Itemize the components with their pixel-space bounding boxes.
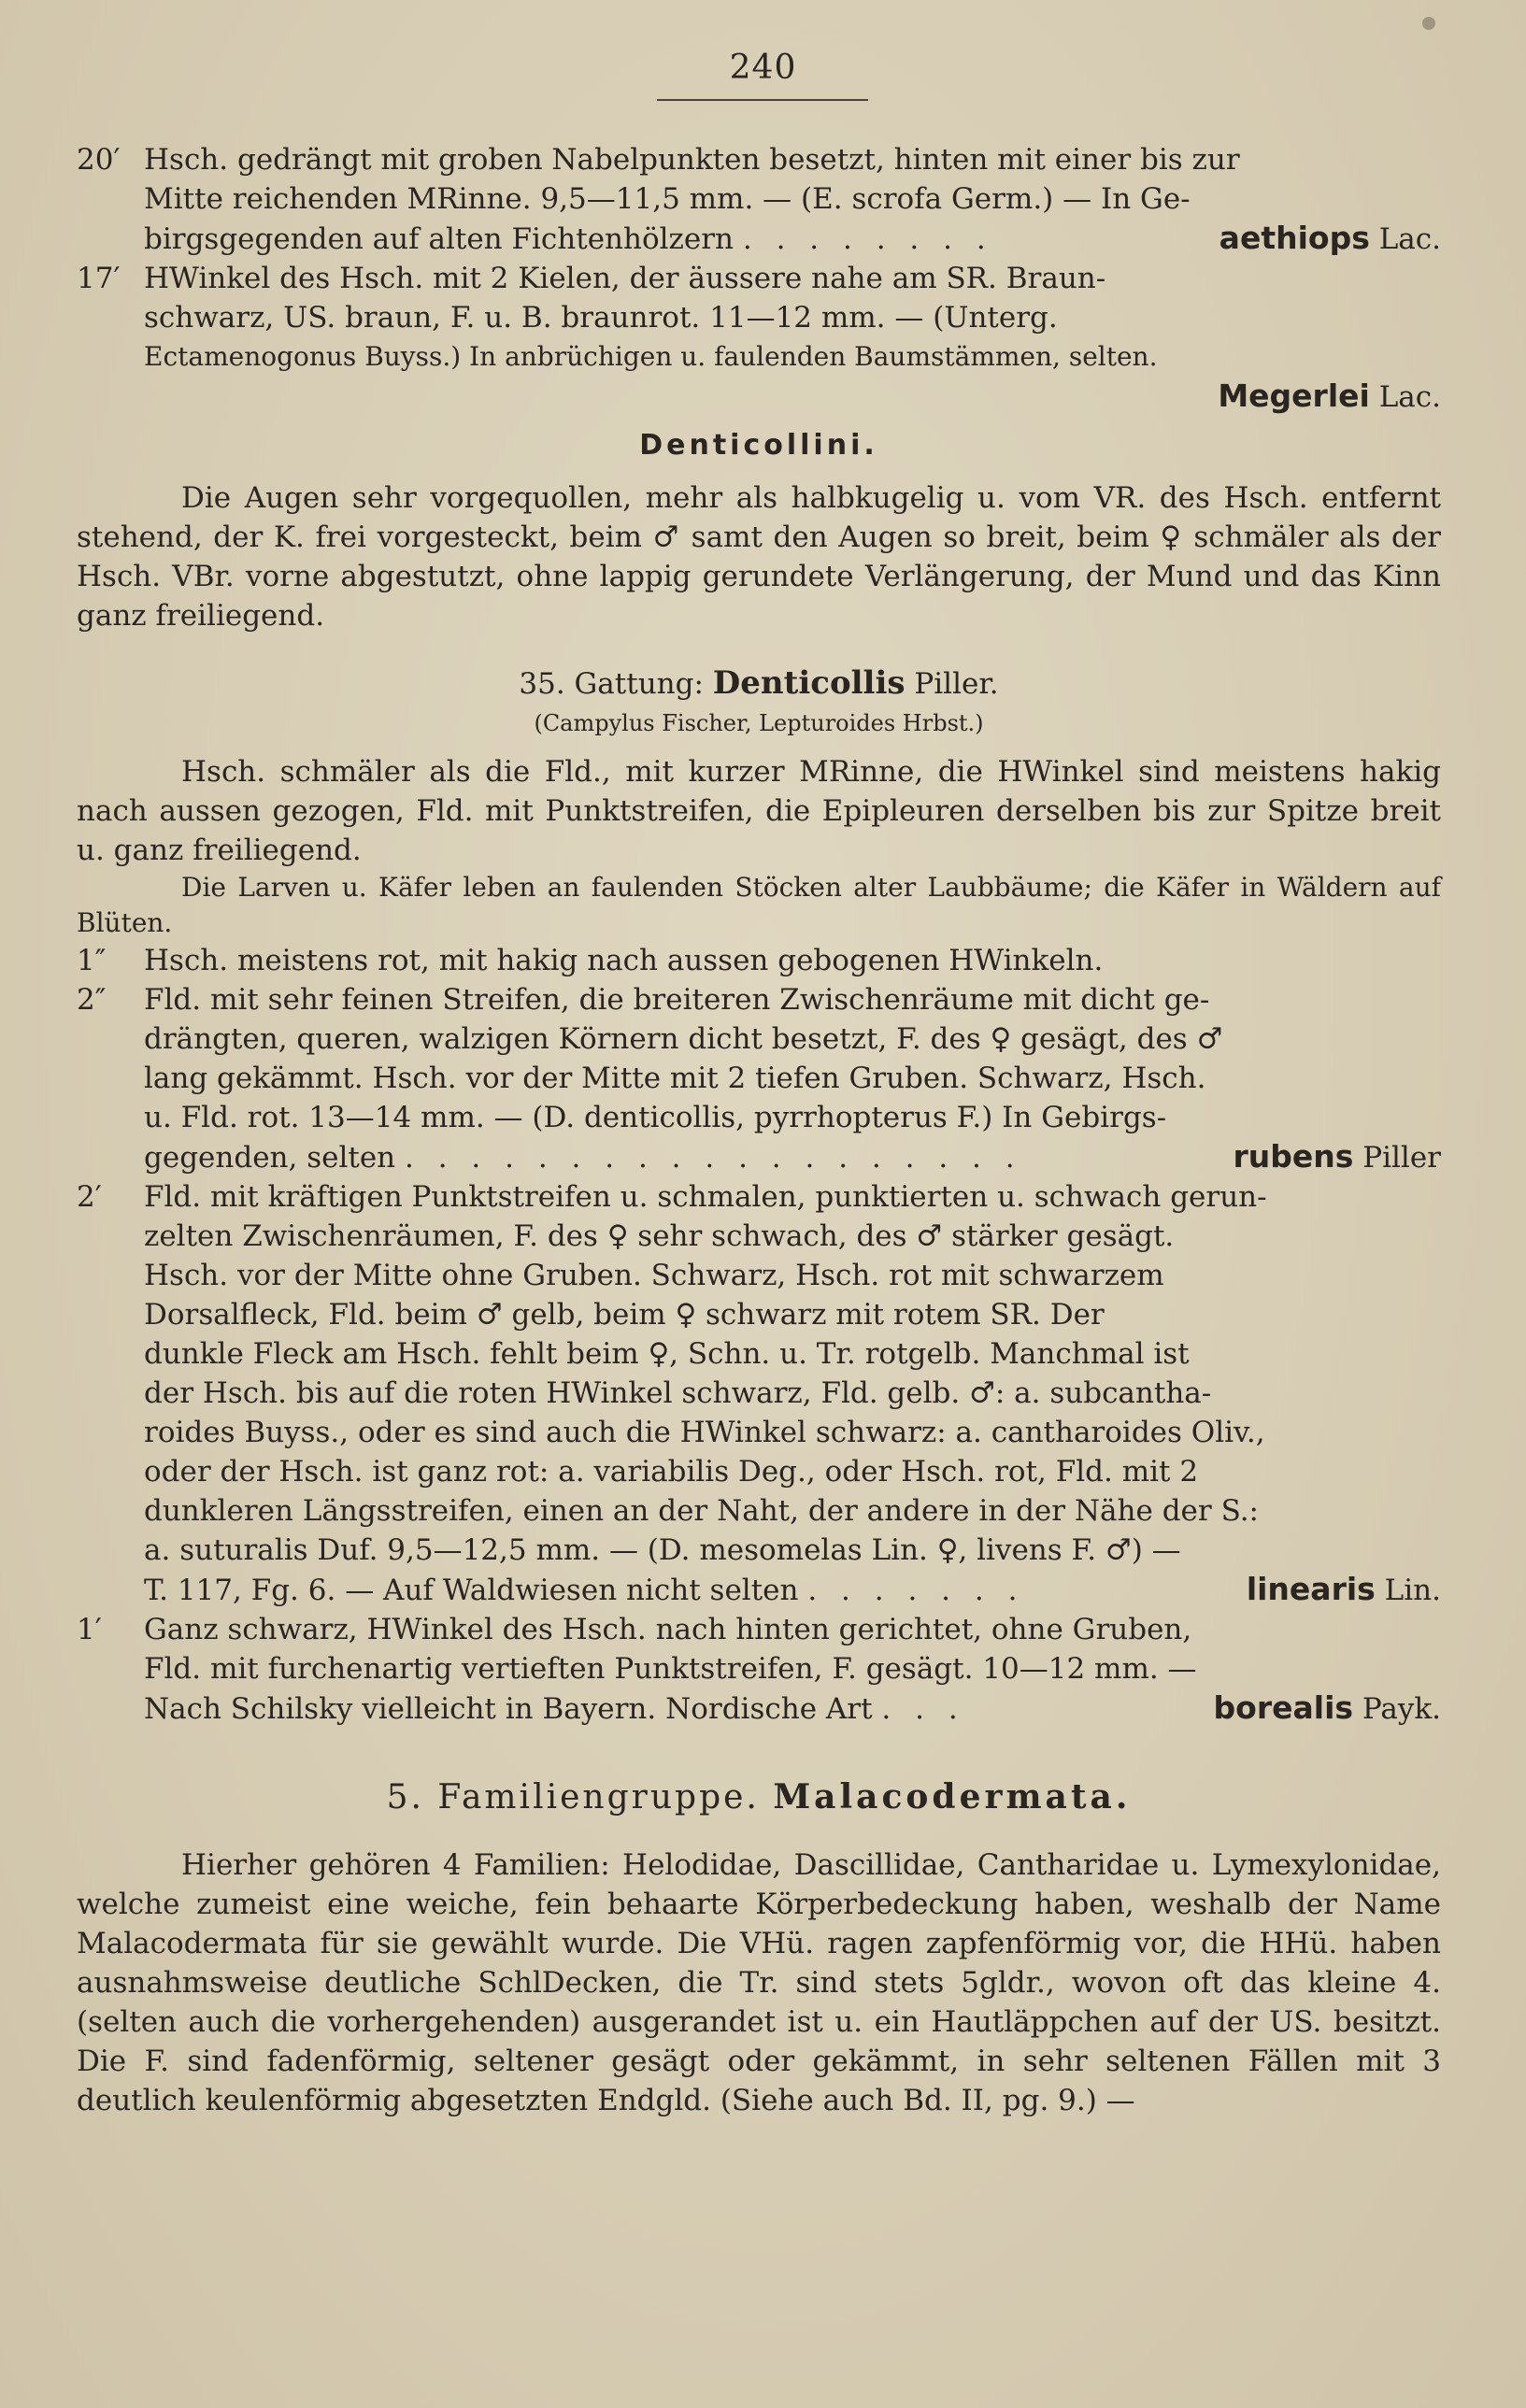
entry-line: Mitte reichenden MRinne. 9,5—11,5 mm. — (E. scrofa Germ.) — In Ge-	[144, 182, 1191, 216]
entry-line: Fld. mit sehr feinen Streifen, die breiteren Zwischenräume mit dicht ge-	[144, 983, 1210, 1017]
leader-dots: . . . . . . .	[807, 1574, 1025, 1607]
species-name: linearis	[1246, 1571, 1376, 1607]
entry-number: 2′	[77, 1180, 102, 1214]
species-author: Lac.	[1378, 222, 1441, 256]
entry-line: T. 117, Fg. 6. — Auf Waldwiesen nicht selten	[144, 1574, 799, 1607]
family-group-description: Hierher gehören 4 Familien: Helodidae, Dascillidae, Cantharidae u. Lymexylonidae, welche zumeist eine weiche, fein behaarte Körperbedeckung haben, weshalb der Name Malacodermata für sie gewählt wurde. Die VHü. ragen zapfenförmig vor, die HHü. haben ausnahmsweise deutliche SchlDecken, die Tr. sind stets 5gldr., wovon oft das kleine 4. (selten auch die vorhergehenden) ausgerandet ist u. ein Hautläppchen auf der US. besitzt. Die F. sind fadenförmig, seltener gesägt oder gekämmt, in sehr seltenen Fällen mit 3 deutlich keulenförmig abgesetzten Endgld. (Siehe auch Bd. II, pg. 9.) —	[77, 1848, 1441, 2117]
family-group-heading	[77, 1777, 1441, 1817]
tribe-description: Die Augen sehr vorgequollen, mehr als halbkugelig u. vom VR. des Hsch. entfernt stehend, der K. frei vorgesteckt, beim ♂ samt den Augen so breit, beim ♀ schmäler als der Hsch. VBr. vorne abgestutzt, ohne lappig gerundete Verlängerung, der Mund und das Kinn ganz freiliegend.	[77, 481, 1441, 633]
species-author: Payk.	[1362, 1692, 1441, 1726]
leader-dots: . . . . . . . . . . . . . . . . . . .	[405, 1141, 1022, 1175]
entry-line: roides Buyss., oder es sind auch die HWinkel schwarz: a. cantharoides Oliv.,	[144, 1416, 1265, 1449]
key-entry-1b	[77, 1610, 1441, 1729]
entry-line: Ectamenogonus Buyss.) In anbrüchigen u. faulenden Baumstämmen, selten.	[144, 341, 1158, 372]
family-group-name: Malacodermata.	[773, 1777, 1132, 1817]
species-name: Megerlei	[1218, 378, 1370, 414]
genus-biology: Die Larven u. Käfer leben an faulenden Stöcken alter Laubbäume; die Käfer in Wäldern auf Blüten.	[77, 872, 1441, 938]
entry-line: Hsch. vor der Mitte ohne Gruben. Schwarz, Hsch. rot mit schwarzem	[144, 1259, 1164, 1292]
entry-line: u. Fld. rot. 13—14 mm. — (D. denticollis, pyrrhopterus F.) In Gebirgs-	[144, 1101, 1167, 1134]
entry-line: a. suturalis Duf. 9,5—12,5 mm. — (D. mesomelas Lin. ♀, livens F. ♂) —	[144, 1533, 1181, 1567]
key-entry-17	[77, 259, 1441, 417]
paper-stain	[1422, 17, 1435, 30]
entry-line: Fld. mit furchenartig vertieften Punktstreifen, F. gesägt. 10—12 mm. —	[144, 1652, 1197, 1686]
family-group-prefix: 5. Familiengruppe.	[386, 1778, 760, 1817]
leader-dots: . . . . . . . .	[742, 222, 993, 256]
entry-line: Dorsalfleck, Fld. beim ♂ gelb, beim ♀ schwarz mit rotem SR. Der	[144, 1298, 1105, 1332]
entry-number: 1′	[77, 1613, 102, 1646]
entry-last-line	[144, 1137, 1441, 1177]
genus-author: Piller.	[914, 667, 999, 701]
page-content	[77, 140, 1441, 2120]
tribe-heading: Denticollini.	[639, 429, 878, 462]
entry-line: HWinkel des Hsch. mit 2 Kielen, der äussere nahe am SR. Braun-	[144, 262, 1106, 295]
genus-description: Hsch. schmäler als die Fld., mit kurzer MRinne, die HWinkel sind meistens hakig nach aussen gezogen, Fld. mit Punktstreifen, die Epipleuren derselben bis zur Spitze breit u. ganz freiliegend.	[77, 755, 1441, 867]
genus-heading	[77, 663, 1441, 704]
species-author: Lac.	[1378, 380, 1441, 414]
key-entry-2b	[77, 1177, 1441, 1610]
entry-line: Nach Schilsky vielleicht in Bayern. Nordische Art	[144, 1692, 873, 1726]
species-name: aethiops	[1219, 220, 1370, 256]
entry-line: Hsch. gedrängt mit groben Nabelpunkten besetzt, hinten mit einer bis zur	[144, 143, 1240, 177]
entry-last-line	[144, 219, 1441, 259]
entry-number: 1″	[77, 944, 107, 977]
entry-species-line	[144, 377, 1441, 417]
header-rule	[657, 99, 868, 101]
key-entry-1a	[77, 941, 1441, 980]
entry-line: dunkleren Längsstreifen, einen an der Naht, der andere in der Nähe der S.:	[144, 1494, 1260, 1528]
entry-line: Hsch. meistens rot, mit hakig nach aussen gebogenen HWinkeln.	[144, 944, 1104, 977]
key-entry-20	[77, 140, 1441, 259]
entry-line: zelten Zwischenräumen, F. des ♀ sehr schwach, des ♂ stärker gesägt.	[144, 1219, 1175, 1253]
entry-last-line	[144, 1570, 1441, 1610]
entry-line: lang gekämmt. Hsch. vor der Mitte mit 2 tiefen Gruben. Schwarz, Hsch.	[144, 1062, 1206, 1095]
species-name: borealis	[1213, 1689, 1354, 1726]
entry-line: oder der Hsch. ist ganz rot: a. variabilis Deg., oder Hsch. rot, Fld. mit 2	[144, 1455, 1199, 1489]
genus-name: Denticollis	[712, 664, 906, 702]
entry-line: Ganz schwarz, HWinkel des Hsch. nach hinten gerichtet, ohne Gruben,	[144, 1613, 1192, 1646]
entry-line: drängten, queren, walzigen Körnern dicht besetzt, F. des ♀ gesägt, des ♂	[144, 1022, 1223, 1056]
page-number: 240	[729, 49, 797, 87]
entry-line: dunkle Fleck am Hsch. fehlt beim ♀, Schn. u. Tr. rotgelb. Manchmal ist	[144, 1337, 1190, 1371]
entry-line: der Hsch. bis auf die roten HWinkel schwarz, Fld. gelb. ♂: a. subcantha-	[144, 1376, 1212, 1410]
key-entry-2a	[77, 980, 1441, 1177]
species-author: Piller	[1362, 1141, 1441, 1175]
entry-number: 2″	[77, 983, 107, 1017]
entry-last-line	[144, 1688, 1441, 1729]
entry-line: Fld. mit kräftigen Punktstreifen u. schmalen, punktierten u. schwach gerun-	[144, 1180, 1267, 1214]
entry-number: 17′	[77, 262, 121, 295]
entry-line: gegenden, selten	[144, 1141, 396, 1175]
species-name: rubens	[1233, 1138, 1354, 1175]
entry-line: birgsgegenden auf alten Fichtenhölzern	[144, 222, 734, 256]
species-author: Lin.	[1384, 1574, 1441, 1607]
entry-line: schwarz, US. braun, F. u. B. braunrot. 11—12 mm. — (Unterg.	[144, 301, 1058, 335]
genus-prefix: 35. Gattung:	[519, 667, 704, 701]
entry-number: 20′	[77, 143, 121, 177]
genus-synonyms: (Campylus Fischer, Lepturoides Hrbst.)	[534, 710, 984, 736]
leader-dots: . . .	[881, 1692, 965, 1726]
